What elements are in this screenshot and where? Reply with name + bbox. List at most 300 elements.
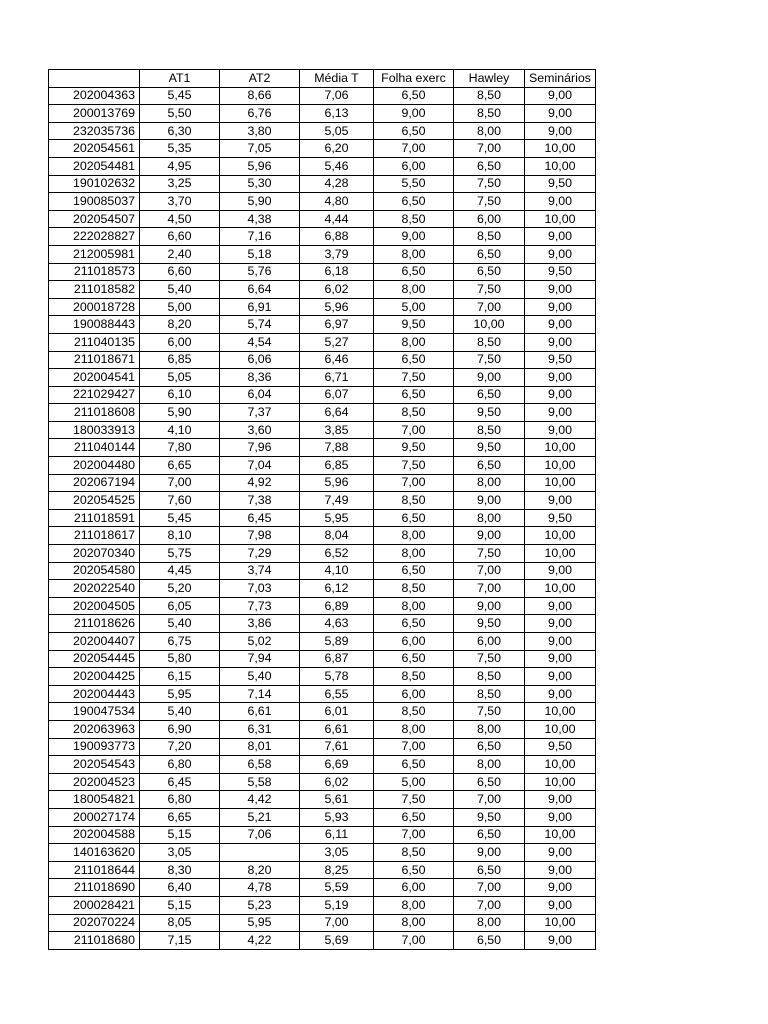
media-t-cell: 5,69 — [300, 932, 374, 950]
header-hawley: Hawley — [454, 70, 525, 88]
table-row — [49, 597, 596, 615]
seminarios-cell: 9,50 — [525, 351, 596, 369]
seminarios-cell: 9,00 — [525, 932, 596, 950]
folha-exerc-cell: 8,50 — [374, 210, 454, 228]
table-row — [49, 932, 596, 950]
media-t-cell: 5,93 — [300, 808, 374, 826]
table-row — [49, 914, 596, 932]
media-t-cell: 6,71 — [300, 369, 374, 387]
hawley-cell: 7,00 — [454, 562, 525, 580]
folha-exerc-cell: 6,00 — [374, 633, 454, 651]
seminarios-cell: 9,00 — [525, 386, 596, 404]
student-id-cell: 190102632 — [49, 175, 140, 193]
table-row — [49, 316, 596, 334]
seminarios-cell: 9,00 — [525, 650, 596, 668]
at2-cell: 3,80 — [220, 122, 300, 140]
media-t-cell: 6,64 — [300, 404, 374, 422]
at1-cell: 8,05 — [140, 914, 220, 932]
hawley-cell: 7,00 — [454, 298, 525, 316]
student-id-cell: 202054481 — [49, 157, 140, 175]
hawley-cell: 6,50 — [454, 738, 525, 756]
at1-cell: 6,80 — [140, 756, 220, 774]
media-t-cell: 7,61 — [300, 738, 374, 756]
media-t-cell: 5,46 — [300, 157, 374, 175]
hawley-cell: 9,00 — [454, 369, 525, 387]
at1-cell: 5,15 — [140, 896, 220, 914]
seminarios-cell: 9,00 — [525, 404, 596, 422]
folha-exerc-cell: 6,50 — [374, 87, 454, 105]
folha-exerc-cell: 6,50 — [374, 193, 454, 211]
at1-cell: 6,60 — [140, 228, 220, 246]
student-id-cell: 211018644 — [49, 861, 140, 879]
seminarios-cell: 9,00 — [525, 633, 596, 651]
media-t-cell: 7,88 — [300, 439, 374, 457]
seminarios-cell: 9,00 — [525, 298, 596, 316]
student-id-cell: 202004588 — [49, 826, 140, 844]
at1-cell: 5,15 — [140, 826, 220, 844]
table-row — [49, 157, 596, 175]
at1-cell: 5,45 — [140, 509, 220, 527]
folha-exerc-cell: 8,50 — [374, 703, 454, 721]
seminarios-cell: 10,00 — [525, 720, 596, 738]
at2-cell: 5,40 — [220, 668, 300, 686]
at2-cell: 5,95 — [220, 914, 300, 932]
at1-cell: 5,40 — [140, 615, 220, 633]
media-t-cell: 6,88 — [300, 228, 374, 246]
at2-cell: 5,02 — [220, 633, 300, 651]
hawley-cell: 8,50 — [454, 105, 525, 123]
hawley-cell: 6,00 — [454, 210, 525, 228]
media-t-cell: 8,04 — [300, 527, 374, 545]
table-row — [49, 245, 596, 263]
seminarios-cell: 10,00 — [525, 157, 596, 175]
media-t-cell: 7,49 — [300, 492, 374, 510]
seminarios-cell: 9,00 — [525, 193, 596, 211]
seminarios-cell: 9,50 — [525, 175, 596, 193]
at1-cell: 8,30 — [140, 861, 220, 879]
at2-cell: 4,54 — [220, 333, 300, 351]
table-row — [49, 298, 596, 316]
table-row — [49, 333, 596, 351]
media-t-cell: 6,52 — [300, 545, 374, 563]
student-id-cell: 202054445 — [49, 650, 140, 668]
table-row — [49, 263, 596, 281]
at2-cell: 6,91 — [220, 298, 300, 316]
at1-cell: 6,00 — [140, 333, 220, 351]
student-id-cell: 202054507 — [49, 210, 140, 228]
header-seminarios: Seminários — [525, 70, 596, 88]
seminarios-cell: 9,50 — [525, 738, 596, 756]
at1-cell: 5,95 — [140, 685, 220, 703]
student-id-cell: 202063963 — [49, 720, 140, 738]
at1-cell: 8,20 — [140, 316, 220, 334]
student-id-cell: 202004541 — [49, 369, 140, 387]
media-t-cell: 6,46 — [300, 351, 374, 369]
student-id-cell: 200027174 — [49, 808, 140, 826]
student-id-cell: 190085037 — [49, 193, 140, 211]
table-row — [49, 492, 596, 510]
at2-cell: 7,37 — [220, 404, 300, 422]
table-row — [49, 351, 596, 369]
table-row — [49, 193, 596, 211]
folha-exerc-cell: 6,50 — [374, 615, 454, 633]
table-row — [49, 386, 596, 404]
seminarios-cell: 10,00 — [525, 545, 596, 563]
student-id-cell: 190093773 — [49, 738, 140, 756]
at1-cell: 7,80 — [140, 439, 220, 457]
seminarios-cell: 9,00 — [525, 808, 596, 826]
at2-cell: 4,38 — [220, 210, 300, 228]
table-row — [49, 808, 596, 826]
folha-exerc-cell: 7,00 — [374, 474, 454, 492]
at2-cell: 8,01 — [220, 738, 300, 756]
table-row — [49, 633, 596, 651]
seminarios-cell: 9,00 — [525, 791, 596, 809]
student-id-cell: 180054821 — [49, 791, 140, 809]
table-row — [49, 105, 596, 123]
hawley-cell: 7,50 — [454, 281, 525, 299]
table-row — [49, 720, 596, 738]
table-row — [49, 140, 596, 158]
at1-cell: 5,40 — [140, 281, 220, 299]
at2-cell: 7,04 — [220, 457, 300, 475]
hawley-cell: 8,00 — [454, 756, 525, 774]
table-row — [49, 650, 596, 668]
folha-exerc-cell: 6,50 — [374, 861, 454, 879]
folha-exerc-cell: 8,00 — [374, 245, 454, 263]
folha-exerc-cell: 6,50 — [374, 386, 454, 404]
seminarios-cell: 10,00 — [525, 457, 596, 475]
table-row — [49, 87, 596, 105]
student-id-cell: 211018591 — [49, 509, 140, 527]
at1-cell: 3,25 — [140, 175, 220, 193]
hawley-cell: 8,00 — [454, 509, 525, 527]
media-t-cell: 5,96 — [300, 298, 374, 316]
student-id-cell: 202004443 — [49, 685, 140, 703]
hawley-cell: 9,00 — [454, 844, 525, 862]
student-id-cell: 140163620 — [49, 844, 140, 862]
table-row — [49, 210, 596, 228]
at2-cell: 7,29 — [220, 545, 300, 563]
media-t-cell: 6,02 — [300, 773, 374, 791]
at1-cell: 6,65 — [140, 808, 220, 826]
media-t-cell: 3,79 — [300, 245, 374, 263]
hawley-cell: 9,00 — [454, 527, 525, 545]
seminarios-cell: 9,00 — [525, 316, 596, 334]
media-t-cell: 5,61 — [300, 791, 374, 809]
folha-exerc-cell: 5,50 — [374, 175, 454, 193]
media-t-cell: 6,97 — [300, 316, 374, 334]
media-t-cell: 4,44 — [300, 210, 374, 228]
at1-cell: 6,60 — [140, 263, 220, 281]
seminarios-cell: 9,00 — [525, 245, 596, 263]
grades-body — [49, 87, 596, 949]
student-id-cell: 202054543 — [49, 756, 140, 774]
at1-cell: 6,90 — [140, 720, 220, 738]
table-row — [49, 738, 596, 756]
hawley-cell: 7,50 — [454, 175, 525, 193]
at1-cell: 2,40 — [140, 245, 220, 263]
seminarios-cell: 10,00 — [525, 756, 596, 774]
at2-cell: 5,74 — [220, 316, 300, 334]
media-t-cell: 6,20 — [300, 140, 374, 158]
at1-cell: 4,45 — [140, 562, 220, 580]
folha-exerc-cell: 9,50 — [374, 316, 454, 334]
seminarios-cell: 9,00 — [525, 896, 596, 914]
student-id-cell: 222028827 — [49, 228, 140, 246]
seminarios-cell: 10,00 — [525, 773, 596, 791]
media-t-cell: 7,06 — [300, 87, 374, 105]
student-id-cell: 211040144 — [49, 439, 140, 457]
hawley-cell: 6,50 — [454, 457, 525, 475]
seminarios-cell: 9,00 — [525, 87, 596, 105]
hawley-cell: 8,50 — [454, 228, 525, 246]
table-row — [49, 861, 596, 879]
table-row — [49, 457, 596, 475]
table-row — [49, 685, 596, 703]
media-t-cell: 6,12 — [300, 580, 374, 598]
header-folha-exerc: Folha exerc — [374, 70, 454, 88]
table-row — [49, 122, 596, 140]
table-row — [49, 175, 596, 193]
at2-cell: 7,14 — [220, 685, 300, 703]
hawley-cell: 7,00 — [454, 791, 525, 809]
hawley-cell: 8,00 — [454, 914, 525, 932]
folha-exerc-cell: 7,50 — [374, 369, 454, 387]
hawley-cell: 7,50 — [454, 650, 525, 668]
at2-cell: 6,31 — [220, 720, 300, 738]
student-id-cell: 190088443 — [49, 316, 140, 334]
media-t-cell: 5,78 — [300, 668, 374, 686]
at2-cell — [220, 844, 300, 862]
seminarios-cell: 9,00 — [525, 844, 596, 862]
seminarios-cell: 9,00 — [525, 879, 596, 897]
student-id-cell: 202004407 — [49, 633, 140, 651]
table-row — [49, 580, 596, 598]
media-t-cell: 6,55 — [300, 685, 374, 703]
media-t-cell: 6,61 — [300, 720, 374, 738]
seminarios-cell: 10,00 — [525, 527, 596, 545]
at2-cell: 5,90 — [220, 193, 300, 211]
student-id-cell: 211018573 — [49, 263, 140, 281]
media-t-cell: 5,27 — [300, 333, 374, 351]
at1-cell: 8,10 — [140, 527, 220, 545]
folha-exerc-cell: 7,00 — [374, 826, 454, 844]
seminarios-cell: 9,00 — [525, 597, 596, 615]
hawley-cell: 7,00 — [454, 140, 525, 158]
hawley-cell: 9,50 — [454, 808, 525, 826]
student-id-cell: 202054525 — [49, 492, 140, 510]
folha-exerc-cell: 6,50 — [374, 808, 454, 826]
at2-cell: 6,64 — [220, 281, 300, 299]
at2-cell: 8,20 — [220, 861, 300, 879]
at1-cell: 6,80 — [140, 791, 220, 809]
at2-cell: 5,30 — [220, 175, 300, 193]
at2-cell: 7,96 — [220, 439, 300, 457]
hawley-cell: 6,50 — [454, 245, 525, 263]
at2-cell: 7,16 — [220, 228, 300, 246]
at2-cell: 3,60 — [220, 421, 300, 439]
student-id-cell: 202004363 — [49, 87, 140, 105]
media-t-cell: 5,89 — [300, 633, 374, 651]
folha-exerc-cell: 6,50 — [374, 650, 454, 668]
table-row — [49, 844, 596, 862]
media-t-cell: 6,07 — [300, 386, 374, 404]
seminarios-cell: 10,00 — [525, 826, 596, 844]
header-media-t: Média T — [300, 70, 374, 88]
seminarios-cell: 10,00 — [525, 439, 596, 457]
media-t-cell: 3,85 — [300, 421, 374, 439]
at1-cell: 6,75 — [140, 633, 220, 651]
at1-cell: 3,70 — [140, 193, 220, 211]
media-t-cell: 5,96 — [300, 474, 374, 492]
media-t-cell: 5,05 — [300, 122, 374, 140]
at2-cell: 8,36 — [220, 369, 300, 387]
seminarios-cell: 10,00 — [525, 140, 596, 158]
student-id-cell: 211018582 — [49, 281, 140, 299]
at1-cell: 5,35 — [140, 140, 220, 158]
media-t-cell: 8,25 — [300, 861, 374, 879]
at2-cell: 3,86 — [220, 615, 300, 633]
at2-cell: 7,03 — [220, 580, 300, 598]
seminarios-cell: 9,00 — [525, 281, 596, 299]
media-t-cell: 4,63 — [300, 615, 374, 633]
media-t-cell: 6,13 — [300, 105, 374, 123]
folha-exerc-cell: 7,00 — [374, 140, 454, 158]
table-row — [49, 615, 596, 633]
student-id-cell: 190047534 — [49, 703, 140, 721]
table-row — [49, 545, 596, 563]
at1-cell: 7,15 — [140, 932, 220, 950]
media-t-cell: 5,59 — [300, 879, 374, 897]
at1-cell: 5,20 — [140, 580, 220, 598]
at1-cell: 3,05 — [140, 844, 220, 862]
media-t-cell: 6,69 — [300, 756, 374, 774]
hawley-cell: 8,50 — [454, 421, 525, 439]
table-row — [49, 228, 596, 246]
student-id-cell: 202004480 — [49, 457, 140, 475]
header-at2: AT2 — [220, 70, 300, 88]
at2-cell: 6,04 — [220, 386, 300, 404]
seminarios-cell: 9,00 — [525, 369, 596, 387]
media-t-cell: 6,11 — [300, 826, 374, 844]
folha-exerc-cell: 8,50 — [374, 404, 454, 422]
folha-exerc-cell: 6,50 — [374, 122, 454, 140]
media-t-cell: 5,95 — [300, 509, 374, 527]
at2-cell: 6,45 — [220, 509, 300, 527]
table-row — [49, 826, 596, 844]
at2-cell: 6,76 — [220, 105, 300, 123]
table-row — [49, 421, 596, 439]
at1-cell: 5,90 — [140, 404, 220, 422]
table-row — [49, 369, 596, 387]
folha-exerc-cell: 7,50 — [374, 791, 454, 809]
at2-cell: 7,94 — [220, 650, 300, 668]
media-t-cell: 6,01 — [300, 703, 374, 721]
seminarios-cell: 9,00 — [525, 333, 596, 351]
folha-exerc-cell: 7,00 — [374, 738, 454, 756]
at2-cell: 7,06 — [220, 826, 300, 844]
hawley-cell: 10,00 — [454, 316, 525, 334]
student-id-cell: 202004523 — [49, 773, 140, 791]
header-row — [49, 70, 596, 88]
hawley-cell: 7,50 — [454, 703, 525, 721]
seminarios-cell: 9,00 — [525, 668, 596, 686]
at2-cell: 5,58 — [220, 773, 300, 791]
hawley-cell: 6,50 — [454, 157, 525, 175]
at2-cell: 6,06 — [220, 351, 300, 369]
at2-cell: 7,38 — [220, 492, 300, 510]
student-id-cell: 200013769 — [49, 105, 140, 123]
at1-cell: 6,40 — [140, 879, 220, 897]
table-row — [49, 879, 596, 897]
at1-cell: 5,05 — [140, 369, 220, 387]
student-id-cell: 211018608 — [49, 404, 140, 422]
student-id-cell: 232035736 — [49, 122, 140, 140]
student-id-cell: 200018728 — [49, 298, 140, 316]
media-t-cell: 4,28 — [300, 175, 374, 193]
hawley-cell: 6,50 — [454, 263, 525, 281]
hawley-cell: 9,00 — [454, 597, 525, 615]
student-id-cell: 211040135 — [49, 333, 140, 351]
at1-cell: 5,00 — [140, 298, 220, 316]
at1-cell: 6,30 — [140, 122, 220, 140]
table-row — [49, 404, 596, 422]
at2-cell: 4,42 — [220, 791, 300, 809]
seminarios-cell: 10,00 — [525, 210, 596, 228]
table-row — [49, 562, 596, 580]
student-id-cell: 211018690 — [49, 879, 140, 897]
at1-cell: 5,50 — [140, 105, 220, 123]
seminarios-cell: 9,00 — [525, 861, 596, 879]
media-t-cell: 6,18 — [300, 263, 374, 281]
at2-cell: 5,76 — [220, 263, 300, 281]
at1-cell: 5,80 — [140, 650, 220, 668]
hawley-cell: 9,50 — [454, 439, 525, 457]
hawley-cell: 7,50 — [454, 351, 525, 369]
at1-cell: 4,95 — [140, 157, 220, 175]
at2-cell: 5,96 — [220, 157, 300, 175]
student-id-cell: 202054561 — [49, 140, 140, 158]
table-row — [49, 756, 596, 774]
media-t-cell: 6,89 — [300, 597, 374, 615]
media-t-cell: 3,05 — [300, 844, 374, 862]
at2-cell: 6,61 — [220, 703, 300, 721]
folha-exerc-cell: 8,00 — [374, 281, 454, 299]
at2-cell: 4,22 — [220, 932, 300, 950]
at2-cell: 4,78 — [220, 879, 300, 897]
folha-exerc-cell: 8,00 — [374, 720, 454, 738]
media-t-cell: 6,87 — [300, 650, 374, 668]
student-id-cell: 211018671 — [49, 351, 140, 369]
media-t-cell: 6,02 — [300, 281, 374, 299]
folha-exerc-cell: 8,00 — [374, 545, 454, 563]
seminarios-cell: 9,00 — [525, 122, 596, 140]
hawley-cell: 6,50 — [454, 773, 525, 791]
folha-exerc-cell: 5,00 — [374, 773, 454, 791]
table-row — [49, 474, 596, 492]
folha-exerc-cell: 8,00 — [374, 914, 454, 932]
student-id-cell: 202004425 — [49, 668, 140, 686]
student-id-cell: 202022540 — [49, 580, 140, 598]
folha-exerc-cell: 8,50 — [374, 492, 454, 510]
hawley-cell: 6,50 — [454, 932, 525, 950]
media-t-cell: 4,10 — [300, 562, 374, 580]
at2-cell: 3,74 — [220, 562, 300, 580]
seminarios-cell: 9,00 — [525, 492, 596, 510]
hawley-cell: 7,00 — [454, 580, 525, 598]
folha-exerc-cell: 5,00 — [374, 298, 454, 316]
